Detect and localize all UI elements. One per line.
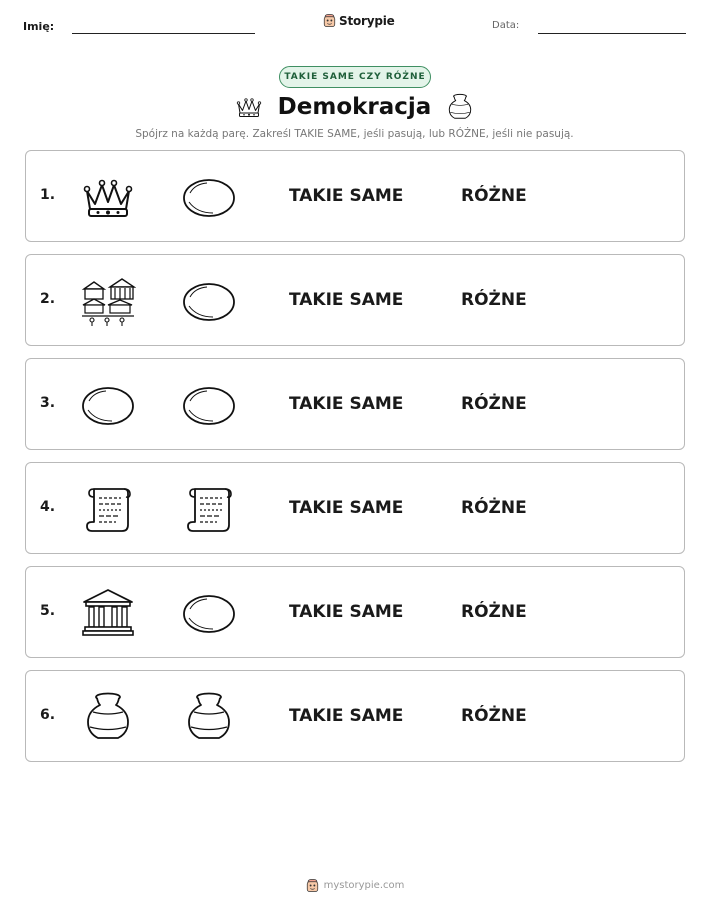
storypie-mascot-icon [322, 13, 337, 28]
crown-icon [234, 94, 264, 120]
stone-icon [181, 275, 237, 327]
row-number: 4. [40, 499, 56, 515]
pair-row [25, 254, 685, 346]
worksheet-header [0, 0, 709, 50]
same-option[interactable]: TAKIE SAME [289, 186, 404, 206]
stone-icon [80, 379, 136, 431]
row-number: 1. [40, 187, 56, 203]
row-number: 5. [40, 603, 56, 619]
different-option[interactable]: RÓŻNE [461, 498, 527, 518]
row-number: 3. [40, 395, 56, 411]
same-option[interactable]: TAKIE SAME [289, 290, 404, 310]
row-number: 6. [40, 707, 56, 723]
date-label: Data: [492, 20, 520, 31]
stone-icon [181, 379, 237, 431]
footer-url[interactable]: mystorypie.com [323, 880, 405, 891]
date-field-line[interactable] [538, 33, 686, 34]
name-label: Imię: [23, 20, 55, 33]
marketplace-icon [80, 275, 136, 327]
different-option[interactable]: RÓŻNE [461, 602, 527, 622]
different-option[interactable]: RÓŻNE [461, 186, 527, 206]
page-title: Demokracja [277, 94, 432, 120]
amphora-icon [181, 691, 237, 743]
pair-list [25, 150, 685, 774]
brand [322, 13, 395, 28]
storypie-mascot-icon [305, 878, 320, 893]
scroll-icon [181, 483, 237, 535]
same-option[interactable]: TAKIE SAME [289, 394, 404, 414]
footer [0, 878, 709, 893]
stone-icon [181, 171, 237, 223]
amphora-icon [445, 92, 475, 122]
stone-icon [181, 587, 237, 639]
different-option[interactable]: RÓŻNE [461, 706, 527, 726]
pair-row [25, 462, 685, 554]
pair-row [25, 150, 685, 242]
different-option[interactable]: RÓŻNE [461, 290, 527, 310]
crown-icon [80, 171, 136, 223]
activity-badge: TAKIE SAME CZY RÓŻNE [279, 66, 431, 88]
pair-row [25, 670, 685, 762]
temple-icon [80, 587, 136, 639]
title-row [0, 91, 709, 123]
same-option[interactable]: TAKIE SAME [289, 498, 404, 518]
name-field-line[interactable] [72, 33, 255, 34]
amphora-icon [80, 691, 136, 743]
scroll-icon [80, 483, 136, 535]
different-option[interactable]: RÓŻNE [461, 394, 527, 414]
pair-row [25, 358, 685, 450]
row-number: 2. [40, 291, 56, 307]
brand-name: Storypie [339, 13, 395, 28]
same-option[interactable]: TAKIE SAME [289, 706, 404, 726]
pair-row [25, 566, 685, 658]
same-option[interactable]: TAKIE SAME [289, 602, 404, 622]
instructions: Spójrz na każdą parę. Zakreśl TAKIE SAME, jeśli pasują, lub RÓŻNE, jeśli nie pasują. [135, 128, 574, 140]
